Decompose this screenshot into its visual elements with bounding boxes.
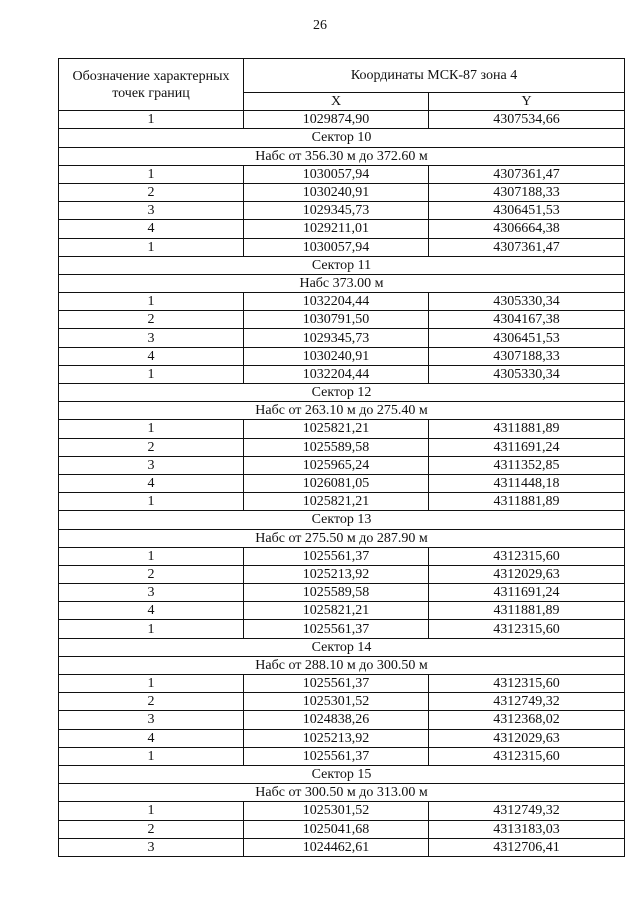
point-cell: 1	[59, 547, 244, 565]
point-cell: 4	[59, 474, 244, 492]
table-row	[59, 602, 625, 620]
section-row	[59, 511, 625, 529]
x-cell: 1025213,92	[244, 729, 429, 747]
table-row	[59, 747, 625, 765]
section-label: Набс от 356.30 м до 372.60 м	[59, 147, 625, 165]
section-label: Набс от 263.10 м до 275.40 м	[59, 402, 625, 420]
y-cell: 4311881,89	[429, 420, 625, 438]
y-cell: 4304167,38	[429, 311, 625, 329]
x-cell: 1032204,44	[244, 365, 429, 383]
table-row	[59, 165, 625, 183]
point-cell: 2	[59, 565, 244, 583]
x-cell: 1024838,26	[244, 711, 429, 729]
table-row	[59, 111, 625, 129]
table-row	[59, 675, 625, 693]
table-row	[59, 693, 625, 711]
x-cell: 1025561,37	[244, 547, 429, 565]
section-row	[59, 129, 625, 147]
section-label: Набс от 300.50 м до 313.00 м	[59, 784, 625, 802]
page-number: 26	[313, 18, 327, 33]
y-cell: 4307534,66	[429, 111, 625, 129]
y-cell: 4312749,32	[429, 693, 625, 711]
table-row	[59, 202, 625, 220]
point-cell: 1	[59, 420, 244, 438]
point-cell: 4	[59, 220, 244, 238]
table-row	[59, 838, 625, 856]
x-cell: 1026081,05	[244, 474, 429, 492]
section-row	[59, 147, 625, 165]
point-cell: 3	[59, 711, 244, 729]
section-row	[59, 784, 625, 802]
y-cell: 4311881,89	[429, 493, 625, 511]
point-cell: 4	[59, 602, 244, 620]
table-row	[59, 584, 625, 602]
x-cell: 1025821,21	[244, 420, 429, 438]
x-cell: 1024462,61	[244, 838, 429, 856]
y-cell: 4312749,32	[429, 802, 625, 820]
table-row	[59, 329, 625, 347]
table-row	[59, 565, 625, 583]
x-cell: 1025965,24	[244, 456, 429, 474]
table-row	[59, 547, 625, 565]
table-row	[59, 620, 625, 638]
y-cell: 4307361,47	[429, 238, 625, 256]
y-cell: 4312029,63	[429, 565, 625, 583]
point-cell: 4	[59, 347, 244, 365]
x-cell: 1025041,68	[244, 820, 429, 838]
table-row	[59, 493, 625, 511]
x-cell: 1025821,21	[244, 602, 429, 620]
y-cell: 4311448,18	[429, 474, 625, 492]
table-row	[59, 311, 625, 329]
coordinates-table	[58, 58, 625, 857]
x-cell: 1025301,52	[244, 693, 429, 711]
x-cell: 1030057,94	[244, 165, 429, 183]
section-row	[59, 638, 625, 656]
point-cell: 2	[59, 438, 244, 456]
table-row	[59, 220, 625, 238]
x-cell: 1025213,92	[244, 565, 429, 583]
section-row	[59, 765, 625, 783]
y-cell: 4306451,53	[429, 202, 625, 220]
y-cell: 4312029,63	[429, 729, 625, 747]
point-cell: 1	[59, 620, 244, 638]
table-row	[59, 183, 625, 201]
x-cell: 1025589,58	[244, 438, 429, 456]
table-row	[59, 456, 625, 474]
y-cell: 4313183,03	[429, 820, 625, 838]
y-cell: 4312315,60	[429, 675, 625, 693]
x-cell: 1025821,21	[244, 493, 429, 511]
point-cell: 3	[59, 202, 244, 220]
y-cell: 4312368,02	[429, 711, 625, 729]
y-cell: 4311691,24	[429, 438, 625, 456]
point-cell: 3	[59, 329, 244, 347]
point-cell: 1	[59, 293, 244, 311]
table-row	[59, 420, 625, 438]
y-cell: 4305330,34	[429, 365, 625, 383]
x-cell: 1030240,91	[244, 183, 429, 201]
point-cell: 1	[59, 111, 244, 129]
point-cell: 2	[59, 311, 244, 329]
table-row	[59, 365, 625, 383]
x-cell: 1029874,90	[244, 111, 429, 129]
point-cell: 1	[59, 365, 244, 383]
x-cell: 1025301,52	[244, 802, 429, 820]
y-cell: 4306451,53	[429, 329, 625, 347]
x-cell: 1030791,50	[244, 311, 429, 329]
section-row	[59, 402, 625, 420]
point-cell: 3	[59, 584, 244, 602]
table-row	[59, 238, 625, 256]
x-cell: 1030240,91	[244, 347, 429, 365]
x-cell: 1025561,37	[244, 620, 429, 638]
point-cell: 1	[59, 238, 244, 256]
table-row	[59, 474, 625, 492]
point-cell: 2	[59, 693, 244, 711]
point-cell: 1	[59, 802, 244, 820]
point-cell: 1	[59, 747, 244, 765]
section-row	[59, 256, 625, 274]
point-cell: 2	[59, 183, 244, 201]
section-label: Сектор 15	[59, 765, 625, 783]
point-cell: 2	[59, 820, 244, 838]
x-cell: 1025561,37	[244, 675, 429, 693]
y-cell: 4311691,24	[429, 584, 625, 602]
point-cell: 4	[59, 729, 244, 747]
y-cell: 4311352,85	[429, 456, 625, 474]
header-y: Y	[429, 93, 625, 111]
section-label: Набс 373.00 м	[59, 274, 625, 292]
section-label: Сектор 12	[59, 384, 625, 402]
section-row	[59, 656, 625, 674]
section-label: Набс от 275.50 м до 287.90 м	[59, 529, 625, 547]
x-cell: 1029211,01	[244, 220, 429, 238]
header-x: X	[244, 93, 429, 111]
y-cell: 4312315,60	[429, 747, 625, 765]
table-row	[59, 347, 625, 365]
section-label: Сектор 11	[59, 256, 625, 274]
x-cell: 1025561,37	[244, 747, 429, 765]
y-cell: 4307188,33	[429, 347, 625, 365]
table-row	[59, 729, 625, 747]
section-row	[59, 384, 625, 402]
section-label: Набс от 288.10 м до 300.50 м	[59, 656, 625, 674]
table-row	[59, 293, 625, 311]
section-row	[59, 529, 625, 547]
section-label: Сектор 14	[59, 638, 625, 656]
y-cell: 4305330,34	[429, 293, 625, 311]
point-cell: 1	[59, 165, 244, 183]
table-body	[59, 111, 625, 857]
y-cell: 4306664,38	[429, 220, 625, 238]
section-row	[59, 274, 625, 292]
x-cell: 1030057,94	[244, 238, 429, 256]
point-cell: 3	[59, 456, 244, 474]
x-cell: 1025589,58	[244, 584, 429, 602]
section-label: Сектор 13	[59, 511, 625, 529]
y-cell: 4307361,47	[429, 165, 625, 183]
table-row	[59, 711, 625, 729]
point-cell: 1	[59, 675, 244, 693]
y-cell: 4307188,33	[429, 183, 625, 201]
x-cell: 1029345,73	[244, 329, 429, 347]
y-cell: 4312706,41	[429, 838, 625, 856]
point-cell: 3	[59, 838, 244, 856]
x-cell: 1029345,73	[244, 202, 429, 220]
section-label: Сектор 10	[59, 129, 625, 147]
y-cell: 4312315,60	[429, 547, 625, 565]
y-cell: 4311881,89	[429, 602, 625, 620]
table-row	[59, 438, 625, 456]
point-cell: 1	[59, 493, 244, 511]
table-row	[59, 820, 625, 838]
y-cell: 4312315,60	[429, 620, 625, 638]
x-cell: 1032204,44	[244, 293, 429, 311]
header-points: Обозначение характерных точек границ	[59, 59, 244, 111]
table-row	[59, 802, 625, 820]
header-coordinates: Координаты МСК-87 зона 4	[244, 59, 625, 93]
